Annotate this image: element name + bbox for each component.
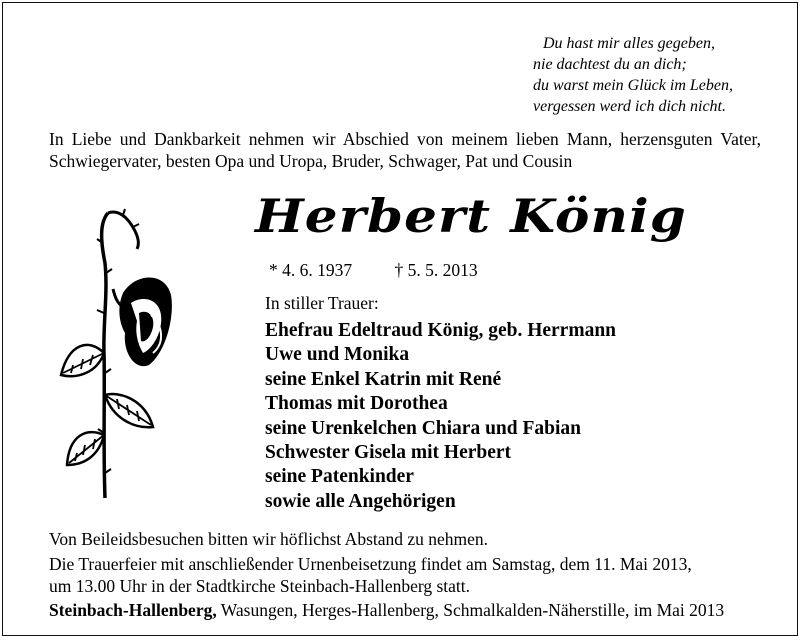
ceremony-line: um 13.00 Uhr in der Stadtkirche Steinbach-Hallenberg statt.	[49, 576, 471, 596]
mourner-line: Uwe und Monika	[265, 344, 410, 366]
places-line	[49, 600, 724, 621]
poem-line: Du hast mir alles gegeben,	[543, 35, 715, 52]
obituary-notice	[2, 2, 798, 636]
mourner-line: Ehefrau Edeltraud König, geb. Herrmann	[265, 320, 617, 341]
rose-illustration	[53, 203, 173, 508]
poem	[533, 33, 733, 117]
mourner-line: Thomas mit Dorothea	[265, 393, 448, 415]
poem-line: nie dachtest du an dich;	[533, 56, 687, 73]
ceremony-info	[49, 553, 692, 597]
intro-text: In Liebe und Dankbarkeit nehmen wir Abschied von meinem lieben Mann, herzensguten Vater, Schwiegervater, besten Opa und Uropa, Bruder, Schwager, Pat und Cousin	[49, 129, 761, 171]
places-rest: Wasungen, Herges-Hallenberg, Schmalkalden-Näherstille, im Mai 2013	[216, 600, 725, 620]
mourner-line: sowie alle Angehörigen	[265, 490, 456, 512]
mourner-line: seine Enkel Katrin mit René	[265, 368, 502, 390]
mourner-line: seine Patenkinder	[265, 466, 414, 488]
condolence-note: Von Beileidsbesuchen bitten wir höflichst Abstand zu nehmen.	[49, 529, 489, 549]
mourner-line: seine Urenkelchen Chiara und Fabian	[265, 417, 582, 439]
mourners-list	[265, 319, 616, 514]
poem-line: vergessen werd ich dich nicht.	[533, 98, 726, 115]
places-first: Steinbach-Hallenberg,	[49, 600, 217, 620]
death-date: † 5. 5. 2013	[394, 260, 478, 280]
birth-date: * 4. 6. 1937	[269, 260, 353, 280]
deceased-name: Herbert König	[255, 189, 687, 243]
ceremony-line: Die Trauerfeier mit anschließender Urnenbeisetzung findet am Samstag, dem 11. Mai 2013,	[49, 554, 692, 574]
mourner-line: Schwester Gisela mit Herbert	[265, 442, 512, 464]
mourners-heading: In stiller Trauer:	[265, 293, 379, 313]
life-dates	[269, 260, 478, 281]
poem-line: du warst mein Glück im Leben,	[533, 77, 733, 94]
